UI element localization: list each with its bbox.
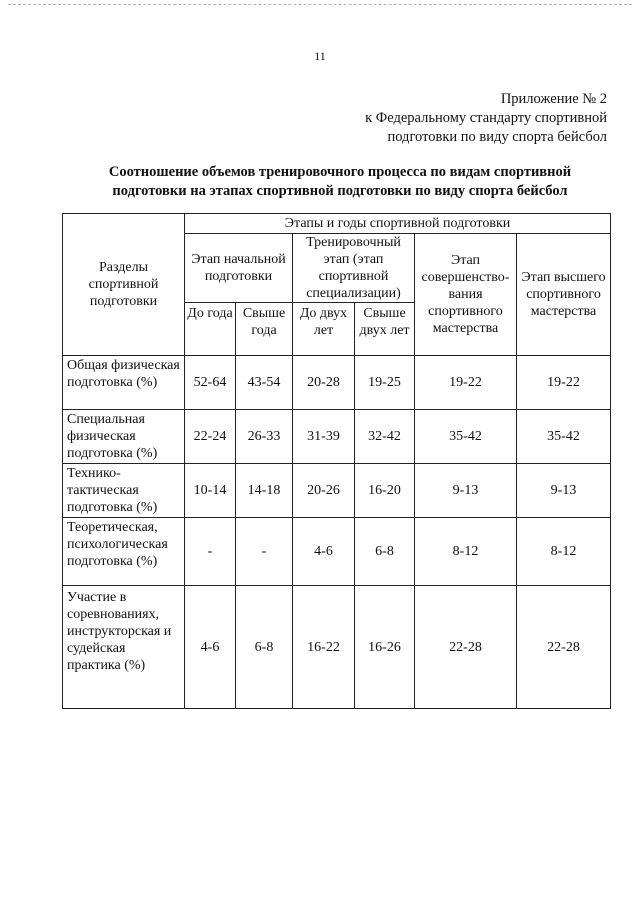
- stage-improvement: Этап совершенство-вания спортивного мастерства: [415, 234, 517, 356]
- table-cell: 52-64: [185, 356, 236, 410]
- appendix-line-3: подготовки по виду спорта бейсбол: [387, 129, 607, 145]
- table-cell: -: [185, 518, 236, 586]
- row-section-label: Специальная физическая подготовка (%): [63, 410, 185, 464]
- table-cell: 8-12: [517, 518, 611, 586]
- stage-training: Тренировочный этап (этап спортивной специализации): [293, 234, 415, 303]
- title-line-2: подготовки на этапах спортивной подготовки по виду спорта бейсбол: [112, 183, 568, 199]
- table-cell: 22-28: [415, 586, 517, 709]
- stage-higher-mastery: Этап высшего спортивного мастерства: [517, 234, 611, 356]
- header-row-1: [63, 214, 611, 234]
- appendix-header: [365, 90, 607, 147]
- subheader-up-to-two-years: До двух лет: [293, 303, 355, 356]
- table-cell: 9-13: [517, 464, 611, 518]
- page-number: 11: [314, 49, 326, 63]
- table-cell: 9-13: [415, 464, 517, 518]
- table-cell: 6-8: [236, 586, 293, 709]
- table-cell: 19-22: [517, 356, 611, 410]
- table-row: [63, 518, 611, 586]
- row-section-label: Теоретическая, психологическая подготовка (%): [63, 518, 185, 586]
- row-section-label: Общая физическая подготовка (%): [63, 356, 185, 410]
- table-cell: 35-42: [517, 410, 611, 464]
- table-cell: 19-22: [415, 356, 517, 410]
- table-cell: 43-54: [236, 356, 293, 410]
- table-cell: 4-6: [185, 586, 236, 709]
- table-cell: 35-42: [415, 410, 517, 464]
- table-cell: -: [236, 518, 293, 586]
- scan-edge-line: [8, 4, 632, 5]
- table-cell: 16-20: [355, 464, 415, 518]
- table-cell: 8-12: [415, 518, 517, 586]
- table-cell: 10-14: [185, 464, 236, 518]
- table-cell: 16-26: [355, 586, 415, 709]
- table-row: [63, 586, 611, 709]
- subheader-over-two-years: Свыше двух лет: [355, 303, 415, 356]
- appendix-line-2: к Федеральному стандарту спортивной: [365, 110, 607, 126]
- table-cell: 19-25: [355, 356, 415, 410]
- training-ratio-table: [62, 213, 611, 709]
- title-line-1: Соотношение объемов тренировочного процесса по видам спортивной: [108, 164, 572, 180]
- subheader-over-year: Свыше года: [236, 303, 293, 356]
- table-cell: 26-33: [236, 410, 293, 464]
- table-cell: 16-22: [293, 586, 355, 709]
- row-section-label: Участие в соревнованиях, инструкторская и судейская практика (%): [63, 586, 185, 709]
- table-cell: 31-39: [293, 410, 355, 464]
- table-cell: 6-8: [355, 518, 415, 586]
- subheader-up-to-year: До года: [185, 303, 236, 356]
- table-cell: 20-26: [293, 464, 355, 518]
- table-cell: 20-28: [293, 356, 355, 410]
- table-cell: 22-28: [517, 586, 611, 709]
- table-row: [63, 410, 611, 464]
- table-cell: 4-6: [293, 518, 355, 586]
- corner-header: Разделы спортивной подготовки: [63, 214, 185, 356]
- stage-initial: Этап начальной подготовки: [185, 234, 293, 303]
- table-cell: 14-18: [236, 464, 293, 518]
- table-row: [63, 464, 611, 518]
- stages-header: Этапы и годы спортивной подготовки: [185, 214, 611, 234]
- document-title: [60, 163, 620, 201]
- appendix-line-1: Приложение № 2: [500, 91, 607, 107]
- table-cell: 22-24: [185, 410, 236, 464]
- table-cell: 32-42: [355, 410, 415, 464]
- table-row: [63, 356, 611, 410]
- row-section-label: Технико-тактическая подготовка (%): [63, 464, 185, 518]
